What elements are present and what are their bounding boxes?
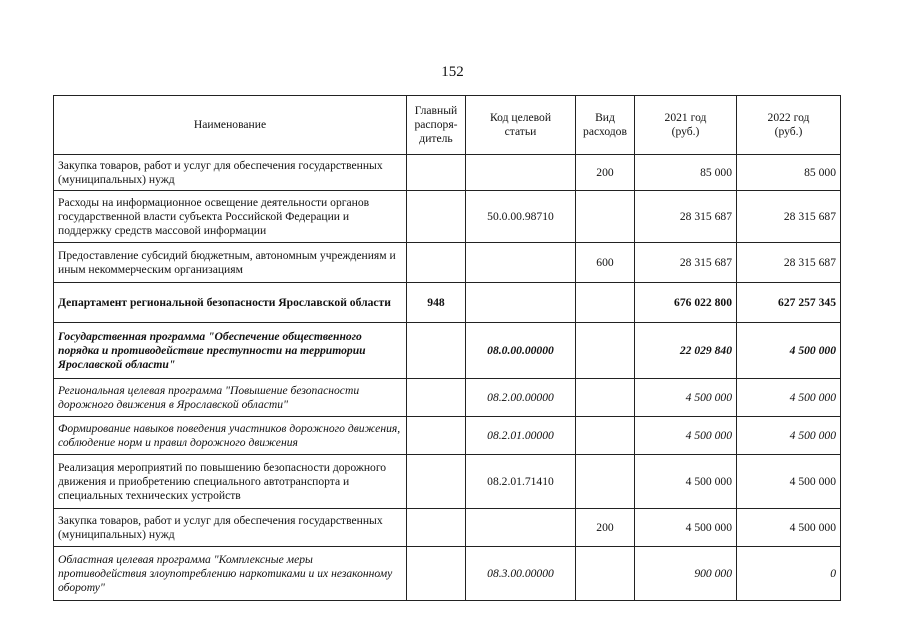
row-name: Расходы на информационное освещение деятельности органов государственной власти субъекта Российской Федерации и поддержку средств массовой информации xyxy=(54,191,407,243)
row-manager xyxy=(407,155,466,191)
row-manager xyxy=(407,191,466,243)
row-name: Формирование навыков поведения участников дорожного движения, соблюдение норм и правил дорожного движения xyxy=(54,417,407,455)
row-amount-2022: 4 500 000 xyxy=(737,455,841,509)
column-header-manager: Главный распоря- дитель xyxy=(407,96,466,155)
row-expense-type xyxy=(576,547,635,601)
column-header-name: Наименование xyxy=(54,96,407,155)
row-amount-2021: 4 500 000 xyxy=(635,379,737,417)
row-amount-2022: 4 500 000 xyxy=(737,509,841,547)
row-target-code: 08.0.00.00000 xyxy=(466,323,576,379)
row-amount-2022: 4 500 000 xyxy=(737,323,841,379)
table-row xyxy=(54,379,841,417)
row-target-code xyxy=(466,155,576,191)
row-amount-2022: 4 500 000 xyxy=(737,379,841,417)
row-amount-2021: 4 500 000 xyxy=(635,509,737,547)
row-target-code: 08.3.00.00000 xyxy=(466,547,576,601)
table-row xyxy=(54,323,841,379)
table-row xyxy=(54,283,841,323)
row-amount-2021: 4 500 000 xyxy=(635,455,737,509)
row-target-code: 08.2.01.71410 xyxy=(466,455,576,509)
row-expense-type xyxy=(576,191,635,243)
row-amount-2021: 4 500 000 xyxy=(635,417,737,455)
row-expense-type xyxy=(576,323,635,379)
row-amount-2022: 85 000 xyxy=(737,155,841,191)
row-amount-2021: 28 315 687 xyxy=(635,243,737,283)
row-manager xyxy=(407,509,466,547)
row-manager xyxy=(407,243,466,283)
column-header-2021: 2021 год (руб.) xyxy=(635,96,737,155)
column-header-2022: 2022 год (руб.) xyxy=(737,96,841,155)
row-amount-2022: 28 315 687 xyxy=(737,243,841,283)
table-header-row xyxy=(54,96,841,155)
row-name: Закупка товаров, работ и услуг для обеспечения государственных (муниципальных) нужд xyxy=(54,509,407,547)
row-expense-type xyxy=(576,417,635,455)
budget-table xyxy=(53,95,841,601)
row-amount-2021: 900 000 xyxy=(635,547,737,601)
row-manager xyxy=(407,417,466,455)
row-target-code: 08.2.01.00000 xyxy=(466,417,576,455)
row-amount-2021: 28 315 687 xyxy=(635,191,737,243)
row-name: Реализация мероприятий по повышению безопасности дорожного движения и приобретению специального автотранспорта и специальных технических устройств xyxy=(54,455,407,509)
row-expense-type: 200 xyxy=(576,155,635,191)
row-name: Закупка товаров, работ и услуг для обеспечения государственных (муниципальных) нужд xyxy=(54,155,407,191)
table-row xyxy=(54,455,841,509)
row-amount-2022: 28 315 687 xyxy=(737,191,841,243)
page-number: 152 xyxy=(441,64,464,80)
row-expense-type: 200 xyxy=(576,509,635,547)
table-row xyxy=(54,191,841,243)
row-amount-2022: 0 xyxy=(737,547,841,601)
row-amount-2022: 4 500 000 xyxy=(737,417,841,455)
row-expense-type xyxy=(576,283,635,323)
column-header-target-code: Код целевой статьи xyxy=(466,96,576,155)
row-expense-type xyxy=(576,455,635,509)
row-manager xyxy=(407,547,466,601)
row-target-code xyxy=(466,509,576,547)
table-row xyxy=(54,155,841,191)
row-expense-type xyxy=(576,379,635,417)
row-target-code xyxy=(466,243,576,283)
row-expense-type: 600 xyxy=(576,243,635,283)
table-row xyxy=(54,417,841,455)
row-target-code: 50.0.00.98710 xyxy=(466,191,576,243)
row-amount-2021: 676 022 800 xyxy=(635,283,737,323)
table-row xyxy=(54,509,841,547)
row-name: Областная целевая программа "Комплексные меры противодействия злоупотреблению наркотиками и их незаконному обороту" xyxy=(54,547,407,601)
row-name: Региональная целевая программа "Повышение безопасности дорожного движения в Ярославской области" xyxy=(54,379,407,417)
row-manager xyxy=(407,379,466,417)
table-row xyxy=(54,547,841,601)
row-manager xyxy=(407,455,466,509)
row-target-code xyxy=(466,283,576,323)
row-manager: 948 xyxy=(407,283,466,323)
row-manager xyxy=(407,323,466,379)
row-name: Департамент региональной безопасности Ярославской области xyxy=(54,283,407,323)
row-target-code: 08.2.00.00000 xyxy=(466,379,576,417)
row-name: Государственная программа "Обеспечение общественного порядка и противодействие преступности на территории Ярославской области" xyxy=(54,323,407,379)
row-amount-2021: 85 000 xyxy=(635,155,737,191)
row-amount-2022: 627 257 345 xyxy=(737,283,841,323)
row-amount-2021: 22 029 840 xyxy=(635,323,737,379)
row-name: Предоставление субсидий бюджетным, автономным учреждениям и иным некоммерческим организациям xyxy=(54,243,407,283)
table-row xyxy=(54,243,841,283)
column-header-expense-type: Вид расходов xyxy=(576,96,635,155)
